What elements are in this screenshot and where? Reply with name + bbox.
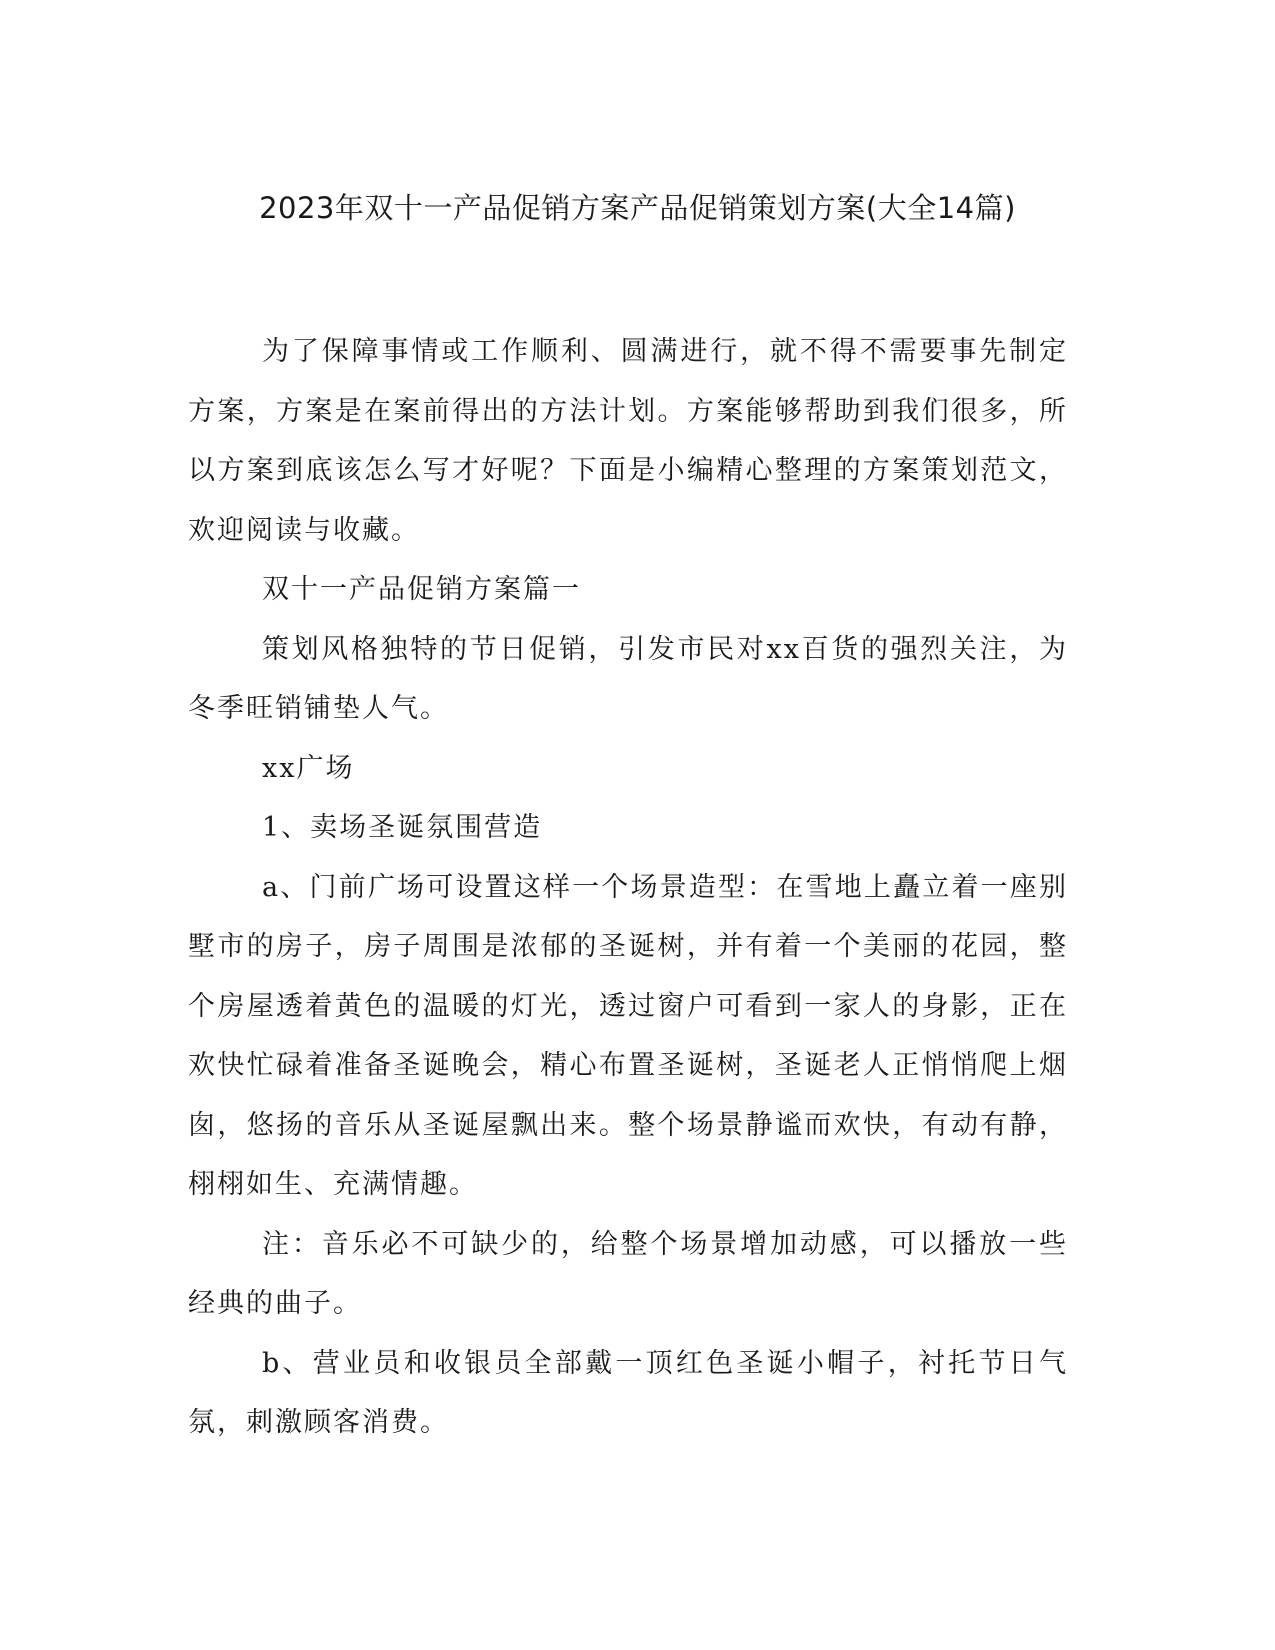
item-1-heading: 1、卖场圣诞氛围营造: [262, 812, 543, 843]
item-a-paragraph: a、门前广场可设置这样一个场景造型：在雪地上矗立着一座别墅市的房子，房子周围是浓郁的圣诞树，并有着一个美丽的花园，整个房屋透着黄色的温暖的灯光，透过窗户可看到一家人的身影，正在欢快忙碌着准备圣诞晚会，精心布置圣诞树，圣诞老人正悄悄爬上烟囱，悠扬的音乐从圣诞屋飘出来。整个场景静谧而欢快，有动有静，栩栩如生、充满情趣。: [188, 871, 1068, 1200]
intro-paragraph: 为了保障事情或工作顺利、圆满进行，就不得不需要事先制定方案，方案是在案前得出的方法计划。方案能够帮助到我们很多，所以方案到底该怎么写才好呢？下面是小编精心整理的方案策划范文，欢迎阅读与收藏。: [188, 336, 1068, 546]
goal-paragraph: 策划风格独特的节日促销，引发市民对xx百货的强烈关注，为冬季旺销铺垫人气。: [188, 633, 1068, 724]
document-body: [188, 322, 1068, 1453]
section-heading: 双十一产品促销方案篇一: [262, 574, 581, 605]
document-title: 2023年双十一产品促销方案产品促销策划方案(大全14篇): [259, 191, 1016, 225]
note-paragraph: 注：音乐必不可缺少的，给整个场景增加动感，可以播放一些经典的曲子。: [188, 1228, 1068, 1319]
item-b-paragraph: b、营业员和收银员全部戴一顶红色圣诞小帽子，衬托节日气氛，刺激顾客消费。: [188, 1347, 1068, 1438]
location-line: xx广场: [262, 752, 355, 784]
